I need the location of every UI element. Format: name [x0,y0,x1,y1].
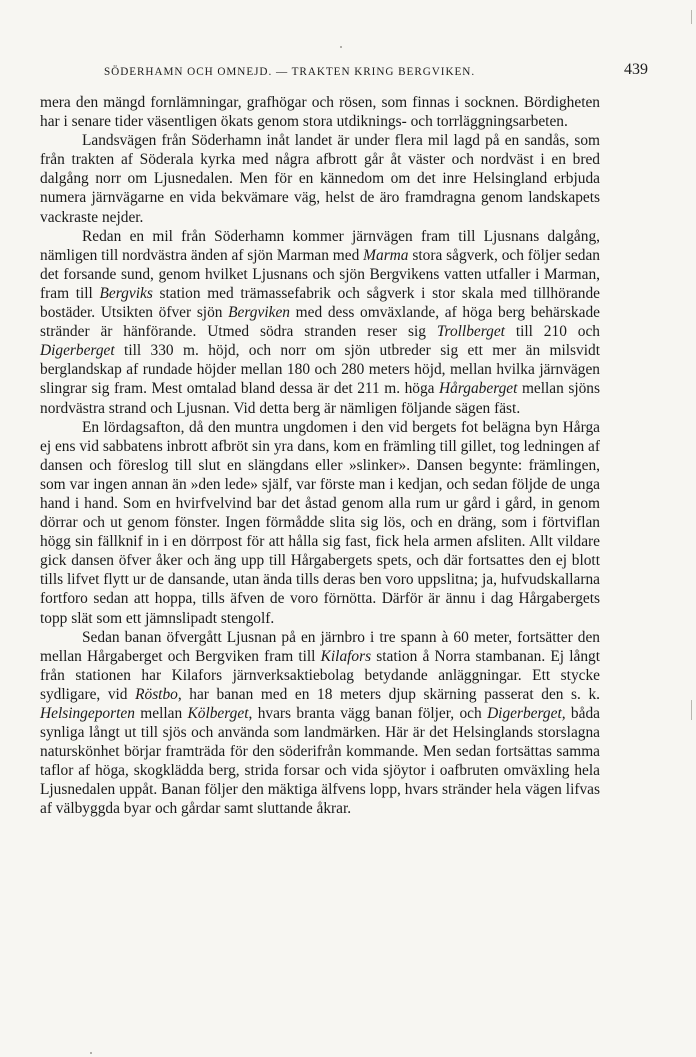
paragraph-1-text: mera den mängd fornlämningar, grafhögar och rösen, som finnas i socknen. Bördigheten har i senare tider väsentligen ökats genom stora utdiknings- och torrläggningsarbeten. [40,94,600,131]
paragraph-2-text: Landsvägen från Söderhamn inåt landet är under flera mil lagd på en sandås, som från trakten af Söderala kyrka med några afbrott går åt väster och nordväst i en bred dalgång norr om Ljusnedalen. Men för en kännedom om det inre Helsingland erbjuda numera järnvägarne en vida bekvämare väg, helst de äro framdragna genom landskapets vackraste nejder. [40,132,600,226]
paragraph-4-text: En lördagsafton, då den muntra ungdomen i den vid bergets fot belägna byn Hårga ej ens vid sabbatens inbrott afbröt sin yra dans, kom en främling till gillet, tog ledningen af dansen och föreslog till slut en slängdans eller »slinker». Dansen begynte: främlingen, som var ingen annan än »den lede» själf, var förste man i kedjan, och sedan följde de unga hand i hand. Som en hvirfvelvind bar det åstad genom alla rum ur gård i gård, in genom dörrar och ut genom fönster. Ingen förmådde slita sig lös, och en dräng, som i förtviflan högg sin fällknif in i en dörrpost för att hålla sig fast, fick hela armen afsliten. Allt vildare gick dansen öfver åker och äng upp till Hårgabergets spets, och där fortsattes den ej blott tills lifvet flytt ur de dansande, utan ända tills deras ben voro uppslitna; ja, hufvudskallarna fortforo sedan att hoppa, tills äfven de voro förnötta. Därför är ännu i dag Hårgabergets topp slät som ett jämnslipadt stengolf. [40,418,600,627]
text-run: station med trämassefabrik och sågverk i stor skala med tillhörande bostäder. Utsikten öfver sjön [40,284,600,322]
page-header [40,61,648,83]
text-run: mellan sjöns nordvästra strand och Ljusnan. Vid detta berg är nämligen följande sägen fäst. [40,380,600,417]
paragraph-2 [40,131,600,226]
place-name-rostbo: Röstbo [135,685,178,703]
text-run: båda synliga långt ut till sjös och använda som landmärken. Här är det Helsinglands storslagna naturskönhet börjar framträda för den söderifrån kommande. Men sedan fortsättas samma taflor af höga, skogklädda berg, strida forsar och vida sjöytor i oafbruten omväxling hela Ljusnedalen uppåt. Banan följer den mäktiga älfvens lopp, hvars stränder hela vägen lifvas af välbyggda byar och gårdar samt sluttande åkrar. [40,705,600,818]
page-number: 439 [624,61,648,78]
place-name-kolberget: Kölberget [187,705,249,722]
text-run: station å Norra stambanan. Ej långt från stationen har Kilafors järnverksaktiebolag betydande anläggningar. Ett stycke sydligare, vid [40,647,600,703]
text-run: Redan en mil från Söderhamn kommer järnvägen fram till Ljusnans dalgång, nämligen till nordvästra änden af sjön Marman med [40,227,600,264]
place-name-trollberget: Trollberget [436,323,505,341]
scan-speck [340,46,342,48]
paragraph-3 [40,227,600,418]
place-name-bergviken: Bergviken [228,304,290,322]
body-text [40,93,600,819]
text-run: , hvars branta vägg banan följer, och [248,705,488,722]
place-name-helsingeporten: Helsingeporten [40,705,135,722]
text-run: mellan [134,705,188,722]
paragraph-4 [40,418,600,628]
place-name-kilafors: Kilafors [320,647,372,665]
place-name-hargaberget: Hårgaberget [439,380,518,398]
paragraph-5 [40,628,600,819]
scan-speck [90,1052,92,1054]
text-run: stora sågverk, och följer sedan det forsande sund, genom hvilket Ljusnans och sjön Bergvikens vatten utfaller i Marman, fram till [40,246,600,302]
text-run: till 210 och [504,323,600,341]
text-run: till 330 m. höjd, och norr om sjön utbreder sig ett mer än milsvidt berglandskap af rundade höjder mellan 180 och 280 meters höjd, mellan hvilka järnvägen slingrar sig fram. Mest omtalad bland dessa är det 211 m. höga [40,342,600,398]
paragraph-1 [40,93,600,131]
place-name-bergviks: Bergviks [99,284,153,302]
text-run: Sedan banan öfvergått Ljusnan på en järnbro i tre spann à 60 meter, fortsätter den mellan Hårgaberget och Bergviken fram till [40,628,600,665]
running-head: SÖDERHAMN OCH OMNEJD. — TRAKTEN KRING BERGVIKEN. [104,66,476,78]
scan-edge-mark [691,700,692,720]
text-run: med dess omväxlande, af höga berg behärskade stränder är hänförande. Utmed södra stranden reser sig [40,304,600,341]
place-name-marma: Marma [363,246,409,264]
place-name-digerberget: Digerberget [40,342,115,360]
scan-edge-mark [691,10,692,24]
text-run: , har banan med en 18 meters djup skärning passerat den s. k. [177,685,600,703]
place-name-digerberget-2: Digerberget, [487,705,566,722]
